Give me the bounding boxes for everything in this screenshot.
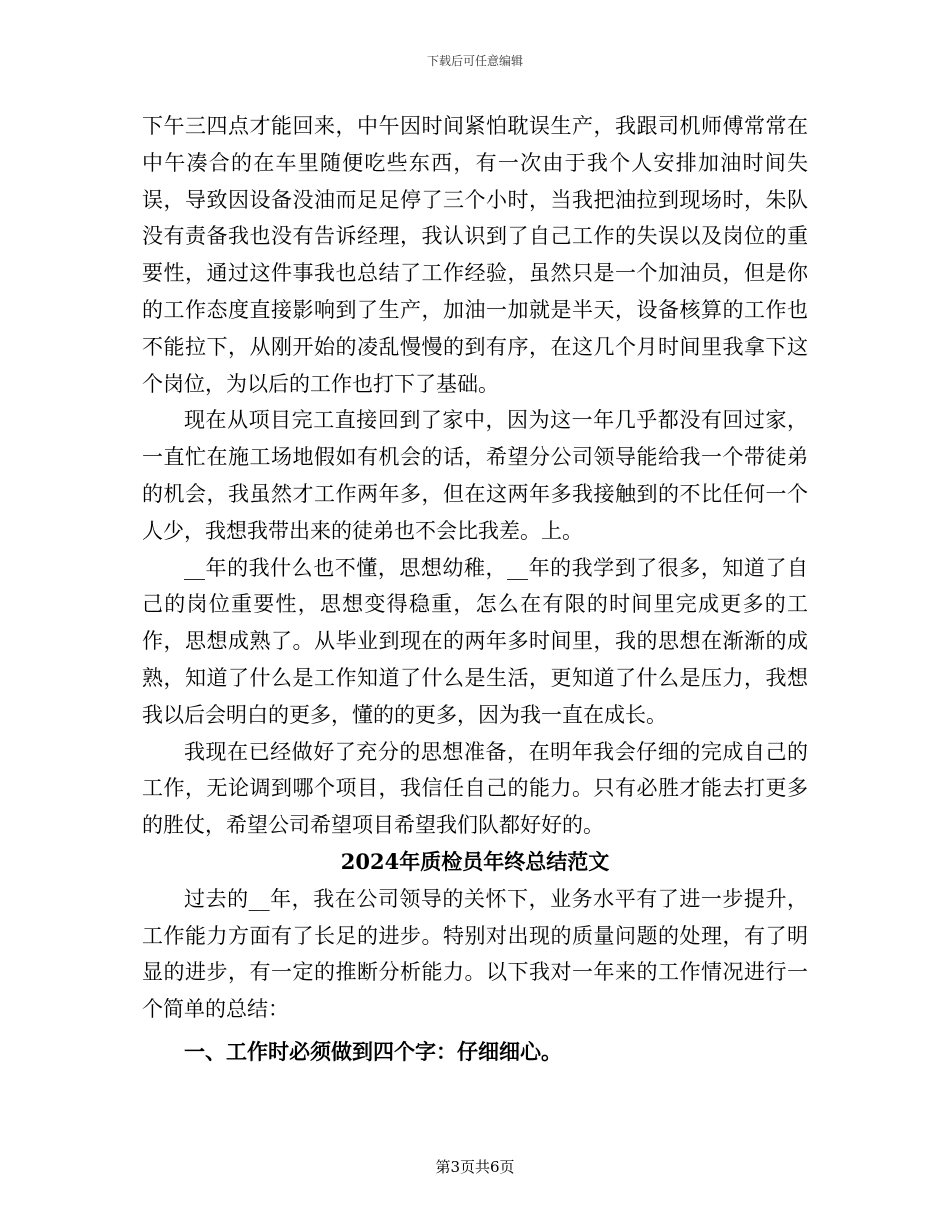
paragraph-4: 我现在已经做好了充分的思想准备，在明年我会仔细的完成自己的工作，无论调到哪个项目，我信任自己的能力。只有必胜才能去打更多的胜仗，希望公司希望项目希望我们队都好好的。 <box>142 739 808 838</box>
subheading-1: 一、工作时必须做到四个字：仔细细心。 <box>184 1038 562 1064</box>
page-header-note: 下载后可任意编辑 <box>426 54 523 68</box>
paragraph-3: __年的我什么也不懂，思想幼稚，__年的我学到了很多，知道了自己的岗位重要性，思想变得稳重，怎么在有限的时间里完成更多的工作，思想成熟了。从毕业到现在的两年多时间里，我的思想在渐渐的成熟，知道了什么是工作知道了什么是生活，更知道了什么是压力，我想我以后会明白的更多，懂的的更多，因为我一直在成长。 <box>142 555 808 727</box>
paragraph-2: 现在从项目完工直接回到了家中，因为这一年几乎都没有回过家，一直忙在施工场地假如有机会的话，希望分公司领导能给我一个带徒弟的机会，我虽然才工作两年多，但在这两年多我接触到的不比任何一个人少，我想我带出来的徒弟也不会比我差。上。 <box>142 408 808 543</box>
paragraph-1: 下午三四点才能回来，中午因时间紧怕耽误生产，我跟司机师傅常常在中午凑合的在车里随便吃些东西，有一次由于我个人安排加油时间失误，导致因设备没油而足足停了三个小时，当我把油拉到现场时，朱队没有责备我也没有告诉经理，我认识到了自己工作的失误以及岗位的重要性，通过这件事我也总结了工作经验，虽然只是一个加油员，但是你的工作态度直接影响到了生产，加油一加就是半天，设备核算的工作也不能拉下，从刚开始的凌乱慢慢的到有序，在这几个月时间里我拿下这个岗位，为以后的工作也打下了基础。 <box>142 114 808 396</box>
paragraph-5: 过去的__年，我在公司领导的关怀下，业务水平有了进一步提升，工作能力方面有了长足的进步。特别对出现的质量问题的处理，有了明显的进步，有一定的推断分析能力。以下我对一年来的工作情况进行一个简单的总结： <box>142 886 808 1022</box>
section-title: 2024年质检员年终总结范文 <box>340 848 610 874</box>
document-body <box>142 108 808 1071</box>
page-number: 第3页共6页 <box>435 1158 515 1176</box>
